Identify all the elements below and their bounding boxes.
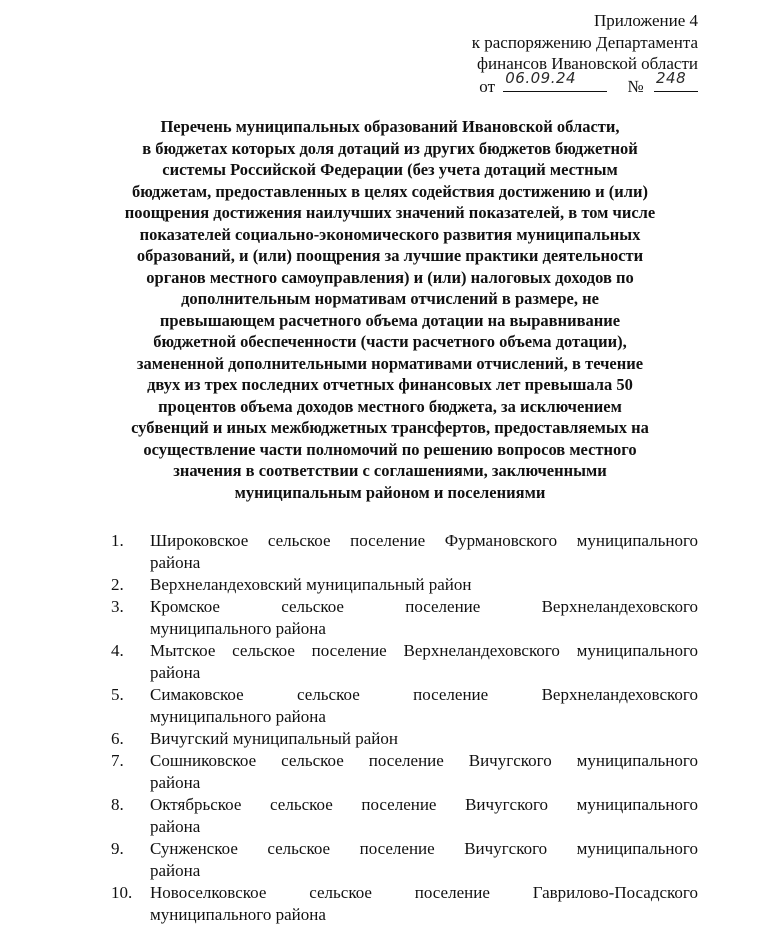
title-line: системы Российской Федерации (без учета дотаций местным bbox=[162, 160, 618, 179]
list-item-word: сельское bbox=[232, 641, 295, 660]
title-line: поощрения достижения наилучших значений показателей, в том числе bbox=[124, 203, 656, 222]
list-item-line: района bbox=[150, 861, 201, 880]
list-item-word: сельское bbox=[270, 795, 333, 814]
list-item-word: Октябрьское bbox=[150, 795, 242, 814]
handwritten-date: 06.09.24 bbox=[505, 69, 577, 87]
list-item-text bbox=[150, 574, 698, 596]
list-item-word: Верхнеландеховского bbox=[541, 685, 698, 704]
list-item-line: района bbox=[150, 773, 201, 792]
list-item-word: сельское bbox=[309, 883, 372, 902]
list-item-line: муниципального района bbox=[150, 707, 326, 726]
list-item bbox=[111, 882, 698, 926]
title-line: муниципальным районом и поселениями bbox=[234, 482, 546, 502]
list-item bbox=[111, 750, 698, 794]
list-item bbox=[111, 640, 698, 684]
list-item-number: 8. bbox=[111, 795, 124, 814]
list-item-text bbox=[150, 530, 698, 574]
list-item-line bbox=[150, 684, 698, 706]
title-line: в бюджетах которых доля дотаций из других бюджетов бюджетной bbox=[142, 138, 638, 158]
appendix-header bbox=[472, 10, 698, 97]
list-item-line bbox=[150, 838, 698, 860]
list-item-word: муниципального bbox=[576, 795, 698, 814]
title-line: образований, и (или) поощрения за лучшие практики деятельности bbox=[136, 246, 644, 265]
list-item-number: 5. bbox=[111, 685, 124, 704]
list-item-line: муниципального района bbox=[150, 619, 326, 638]
list-item-word: поселение bbox=[405, 597, 481, 616]
list-item-line bbox=[150, 530, 698, 552]
appendix-number: Приложение 4 bbox=[594, 11, 698, 30]
list-item-word: сельское bbox=[267, 839, 331, 858]
list-item-word: поселение bbox=[361, 795, 437, 814]
title-line: бюджетам, предоставленных в целях содействия достижению и (или) bbox=[131, 181, 649, 201]
list-item-word: Вичугского bbox=[468, 751, 552, 770]
list-item-word: поселение bbox=[359, 839, 435, 858]
title-line: дополнительным нормативам отчислений в размере, не bbox=[181, 289, 599, 308]
list-item-number: 10. bbox=[111, 883, 133, 902]
list-item-text bbox=[150, 838, 698, 882]
list-item-line: района bbox=[150, 553, 201, 572]
list-item-number: 4. bbox=[111, 641, 124, 660]
list-item-word: муниципального bbox=[576, 839, 698, 858]
list-item-number: 2. bbox=[111, 575, 124, 594]
list-item-text bbox=[150, 640, 698, 684]
title-line: органов местного самоуправления) и (или) налоговых доходов по bbox=[146, 267, 634, 287]
list-item-word: Мытское bbox=[150, 641, 216, 660]
title-line: Перечень муниципальных образований Ивановской области, bbox=[160, 117, 620, 136]
list-item-word: Сунженское bbox=[150, 839, 238, 858]
list-item-word: сельское bbox=[281, 751, 344, 770]
list-item-number: 3. bbox=[111, 597, 124, 616]
from-label: от bbox=[479, 76, 496, 96]
list-item-text bbox=[150, 684, 698, 728]
list-item-line bbox=[150, 882, 698, 904]
list-item-word: Сошниковское bbox=[150, 751, 257, 770]
title-line: бюджетной обеспеченности (части расчетного объема дотации), bbox=[153, 332, 627, 351]
handwritten-number: 248 bbox=[656, 69, 687, 87]
title-line: замененной дополнительными нормативами отчислений, в течение bbox=[136, 353, 644, 373]
list-item-word: Новоселковское bbox=[150, 883, 267, 902]
appendix-order-ref: к распоряжению Департамента bbox=[471, 32, 698, 52]
list-item-word: Верхнеландеховского bbox=[541, 597, 698, 616]
list-item bbox=[111, 596, 698, 640]
list-item-text bbox=[150, 882, 698, 926]
list-item-word: Кромское bbox=[150, 597, 220, 616]
list-item-word: Гаврилово-Посадского bbox=[532, 883, 698, 902]
list-item-word: Широковское bbox=[150, 531, 249, 550]
list-item-line bbox=[150, 640, 698, 662]
title-line: двух из трех последних отчетных финансовых лет превышала 50 bbox=[147, 375, 633, 394]
list-item-word: Фурмановского bbox=[444, 531, 558, 550]
list-item-line: района bbox=[150, 663, 201, 682]
list-item-line: Вичугский муниципальный район bbox=[150, 729, 398, 748]
list-item-number: 1. bbox=[111, 531, 124, 550]
list-item-word: сельское bbox=[267, 531, 331, 550]
list-item-word: поселение bbox=[311, 641, 387, 660]
list-item-word: Верхнеландеховского bbox=[403, 641, 560, 660]
appendix-department: финансов Ивановской области bbox=[477, 54, 698, 73]
list-item-line bbox=[150, 750, 698, 772]
list-item-line bbox=[150, 794, 698, 816]
list-item bbox=[111, 684, 698, 728]
list-item-text bbox=[150, 750, 698, 794]
list-item-word: поселение bbox=[413, 685, 489, 704]
list-item-word: муниципального bbox=[576, 531, 698, 550]
title-line: показателей социально-экономического развития муниципальных bbox=[139, 224, 641, 244]
list-item-number: 9. bbox=[111, 839, 124, 858]
list-item-word: сельское bbox=[297, 685, 360, 704]
list-item-word: Вичугского bbox=[465, 795, 549, 814]
list-item-word: Вичугского bbox=[464, 839, 548, 858]
document-title bbox=[90, 116, 690, 503]
date-number-row bbox=[472, 69, 698, 98]
list-item-number: 7. bbox=[111, 751, 124, 770]
list-item-word: поселение bbox=[368, 751, 444, 770]
list-item bbox=[111, 574, 698, 596]
municipality-list bbox=[111, 530, 698, 926]
list-item-word: поселение bbox=[414, 883, 490, 902]
date-field bbox=[503, 69, 607, 92]
list-item-word: муниципального bbox=[576, 641, 698, 660]
list-item-word: муниципального bbox=[576, 751, 698, 770]
list-item-number: 6. bbox=[111, 729, 124, 748]
number-field bbox=[654, 69, 698, 92]
list-item bbox=[111, 794, 698, 838]
title-line: осуществление части полномочий по решению вопросов местного bbox=[143, 439, 637, 459]
list-item-text bbox=[150, 794, 698, 838]
list-item bbox=[111, 838, 698, 882]
title-line: процентов объема доходов местного бюджета, за исключением bbox=[158, 396, 622, 416]
title-line: превышающем расчетного объема дотации на выравнивание bbox=[159, 310, 621, 330]
list-item-line bbox=[150, 596, 698, 618]
title-line: субвенций и иных межбюджетных трансфертов, предоставляемых на bbox=[131, 418, 649, 437]
title-line: значения в соответствии с соглашениями, заключенными bbox=[173, 461, 607, 480]
list-item-word: сельское bbox=[281, 597, 344, 616]
list-item-line: Верхнеландеховский муниципальный район bbox=[150, 575, 472, 594]
list-item-text bbox=[150, 728, 698, 750]
list-item bbox=[111, 728, 698, 750]
list-item-text bbox=[150, 596, 698, 640]
list-item-line: района bbox=[150, 817, 201, 836]
list-item-word: Симаковское bbox=[150, 685, 244, 704]
list-item-line: муниципального района bbox=[150, 905, 326, 924]
list-item bbox=[111, 530, 698, 574]
list-item-word: поселение bbox=[350, 531, 426, 550]
number-label: № bbox=[627, 76, 644, 96]
